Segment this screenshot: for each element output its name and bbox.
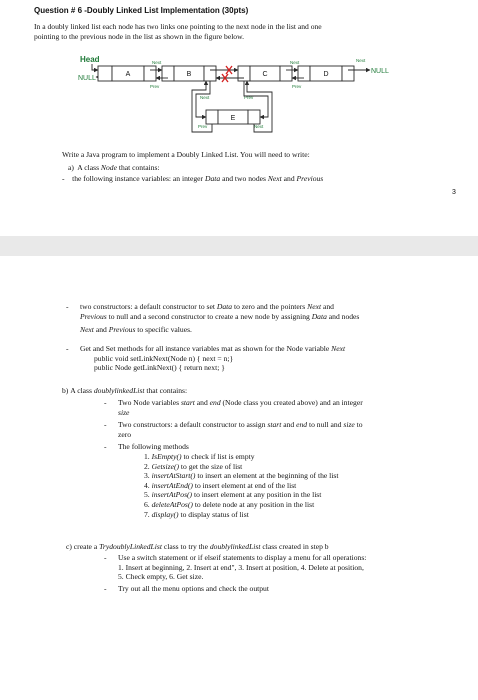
b2-text: to xyxy=(354,420,363,429)
start-var: start xyxy=(267,420,282,429)
head-label: Head xyxy=(80,55,100,64)
method-item xyxy=(144,500,444,510)
method-item xyxy=(144,462,444,472)
question-title: Question # 6 -Doubly Linked List Implementation (30pts) xyxy=(34,6,249,15)
node-a-label: A xyxy=(125,71,131,78)
previous-var: Previous xyxy=(80,311,107,321)
method-desc: to insert an element at the beginning of the list xyxy=(195,471,339,481)
method-desc: to insert element at any position in the list xyxy=(192,490,322,500)
b2-text: Two constructors: a default constructor to assign xyxy=(118,420,268,429)
bullet-dash: - xyxy=(66,344,69,353)
menu-options-line-2: 5. Check empty, 6. Get size. xyxy=(118,572,204,582)
next-label-1: Next xyxy=(152,60,162,65)
method-num: 4. xyxy=(144,480,152,490)
ctor-text: to specific values. xyxy=(135,325,192,335)
next-label-5: Next xyxy=(254,124,264,129)
get-set-paragraph xyxy=(66,344,430,373)
b-bullet-1 xyxy=(104,398,428,417)
set-link-next-code: public void setLinkNext(Node n) { next = n;} xyxy=(94,353,234,363)
method-name: insertAtStart() xyxy=(151,471,196,481)
method-item xyxy=(144,490,444,500)
size-var: size xyxy=(118,407,130,417)
item-c xyxy=(66,542,329,552)
item-b-label: b) xyxy=(62,386,69,395)
method-item xyxy=(144,481,444,491)
prev-label-4: Prev xyxy=(198,124,208,129)
bullet-dash: - xyxy=(104,584,107,593)
null-left-label: NULL xyxy=(78,75,96,82)
next-label-4: Next xyxy=(200,95,210,100)
b2-text: and xyxy=(281,420,297,429)
document-page-1 xyxy=(0,0,478,236)
get-set-text: Get and Set methods for all instance variables mat as shown for the Node variable xyxy=(80,344,332,353)
end-var: end xyxy=(209,398,221,407)
node-b-label: B xyxy=(186,71,192,78)
try-class-name: TrydoublyLinkedList xyxy=(99,542,162,551)
prev-label-3: Prev xyxy=(244,95,254,100)
item-a-text: A class xyxy=(77,163,101,172)
next-label-3: Next xyxy=(356,58,366,63)
end-var: end xyxy=(296,420,308,429)
document-page-2 xyxy=(0,256,478,700)
node-d-label: D xyxy=(323,71,329,78)
bullet-text: the following instance variables: an integer xyxy=(72,174,205,183)
b-bullet-3 xyxy=(104,442,189,452)
node-class-name: Node xyxy=(100,163,117,172)
previous-var: Previous xyxy=(296,174,324,183)
prev-label-1: Prev xyxy=(150,84,160,89)
method-desc: to get the size of list xyxy=(179,461,243,471)
try-out-text: Try out all the menu options and check the output xyxy=(118,584,269,593)
method-num: 3. xyxy=(144,471,152,481)
next-var: Next xyxy=(80,325,94,335)
data-var: Data xyxy=(311,311,327,321)
next-label-2: Next xyxy=(290,60,300,65)
next-var: Next xyxy=(307,302,322,311)
item-b xyxy=(62,386,187,396)
menu-options-line-1: 1. Insert at beginning, 2. Insert at end", 3. Insert at position, 4. Delete at position, xyxy=(118,562,364,572)
method-name: insertAtEnd() xyxy=(151,480,193,490)
item-c-text: class to try the xyxy=(161,542,210,551)
item-a-bullet xyxy=(62,174,323,184)
next-var: Next xyxy=(331,344,346,353)
method-num: 5. xyxy=(144,490,152,500)
b1-text: and xyxy=(194,398,210,407)
item-b-text-end: that contains: xyxy=(144,386,188,395)
bullet-text-and: and xyxy=(281,174,297,183)
item-a-label: a) xyxy=(68,163,74,172)
null-right-label: NULL xyxy=(371,68,389,75)
c-bullet-1 xyxy=(104,553,448,582)
intro-line-2: pointing to the previous node in the list as shown in the figure below. xyxy=(34,31,244,41)
broken-link-marks xyxy=(222,66,232,82)
previous-var: Previous xyxy=(108,325,136,335)
b2-text: to null and xyxy=(307,420,344,429)
method-num: 6. xyxy=(144,499,152,509)
node-c-label: C xyxy=(262,71,268,78)
methods-list xyxy=(144,452,444,519)
method-desc: to check if list is empty xyxy=(181,452,255,461)
doubly-linked-list-class-name: doublylinkedList xyxy=(93,386,145,395)
ctor-text: and nodes xyxy=(326,311,360,321)
bullet-dash: - xyxy=(66,302,69,311)
bullet-dash: - xyxy=(104,420,107,429)
item-a xyxy=(68,163,160,173)
method-name: insertAtPos() xyxy=(151,490,193,500)
menu-instruction: Use a switch statement or if elseif statements to display a menu for all operations: xyxy=(118,553,367,562)
method-desc: to insert element at end of the list xyxy=(192,480,297,490)
method-num: 7. xyxy=(144,509,152,519)
node-e-label: E xyxy=(230,115,236,122)
method-desc: to display status of list xyxy=(178,509,249,519)
method-item xyxy=(144,471,444,481)
get-link-next-code: public Node getLinkNext() { return next; } xyxy=(94,363,225,373)
method-item xyxy=(144,452,444,462)
method-name: display() xyxy=(151,509,179,519)
write-instruction: Write a Java program to implement a Doubly Linked List. You will need to write: xyxy=(62,150,310,159)
ctor-text: and xyxy=(321,302,334,311)
method-name: IsEmpty() xyxy=(151,452,182,461)
ctor-text: to null and a second constructor to create a new node by assigning xyxy=(106,311,312,321)
item-b-text: A class xyxy=(70,386,94,395)
intro-line-1: In a doubly linked list each node has two links one pointing to the next node in the list and one xyxy=(34,22,322,31)
bullet-dash: - xyxy=(62,174,65,183)
method-name: deleteAtPos() xyxy=(151,499,193,509)
next-var: Next xyxy=(267,174,282,183)
method-num: 2. xyxy=(144,461,152,471)
size-var: size xyxy=(343,420,355,429)
prev-label-2: Prev xyxy=(292,84,302,89)
bullet-dash: - xyxy=(104,398,107,407)
bullet-dash: - xyxy=(104,442,107,451)
doubly-linked-list-class-name: doublylinkedList xyxy=(209,542,261,551)
b2-text-zero: zero xyxy=(118,429,132,439)
method-num: 1. xyxy=(144,452,152,461)
data-var: Data xyxy=(204,174,221,183)
b1-text: (Node class you created above) and an integer xyxy=(220,398,363,407)
bullet-dash: - xyxy=(104,553,107,562)
constructors-paragraph xyxy=(66,302,420,335)
methods-heading: The following methods xyxy=(118,442,189,451)
method-item xyxy=(144,510,444,520)
ctor-text: and xyxy=(93,325,109,335)
b-bullet-2 xyxy=(104,420,428,439)
ctor-text: two constructors: a default constructor to set xyxy=(80,302,217,311)
page-number: 3 xyxy=(452,189,456,196)
c-bullet-2 xyxy=(104,584,269,594)
ctor-text: to zero and the pointers xyxy=(232,302,308,311)
doubly-linked-list-diagram xyxy=(0,0,478,236)
b1-text: Two Node variables xyxy=(118,398,181,407)
item-a-text-end: that contains: xyxy=(116,163,160,172)
method-name: Getsize() xyxy=(151,461,180,471)
item-c-text: class created in step b xyxy=(260,542,329,551)
start-var: start xyxy=(180,398,195,407)
bullet-text-mid: and two nodes xyxy=(220,174,268,183)
item-c-text: c) create a xyxy=(66,542,100,551)
method-desc: to delete node at any position in the list xyxy=(192,499,315,509)
data-var: Data xyxy=(216,302,233,311)
